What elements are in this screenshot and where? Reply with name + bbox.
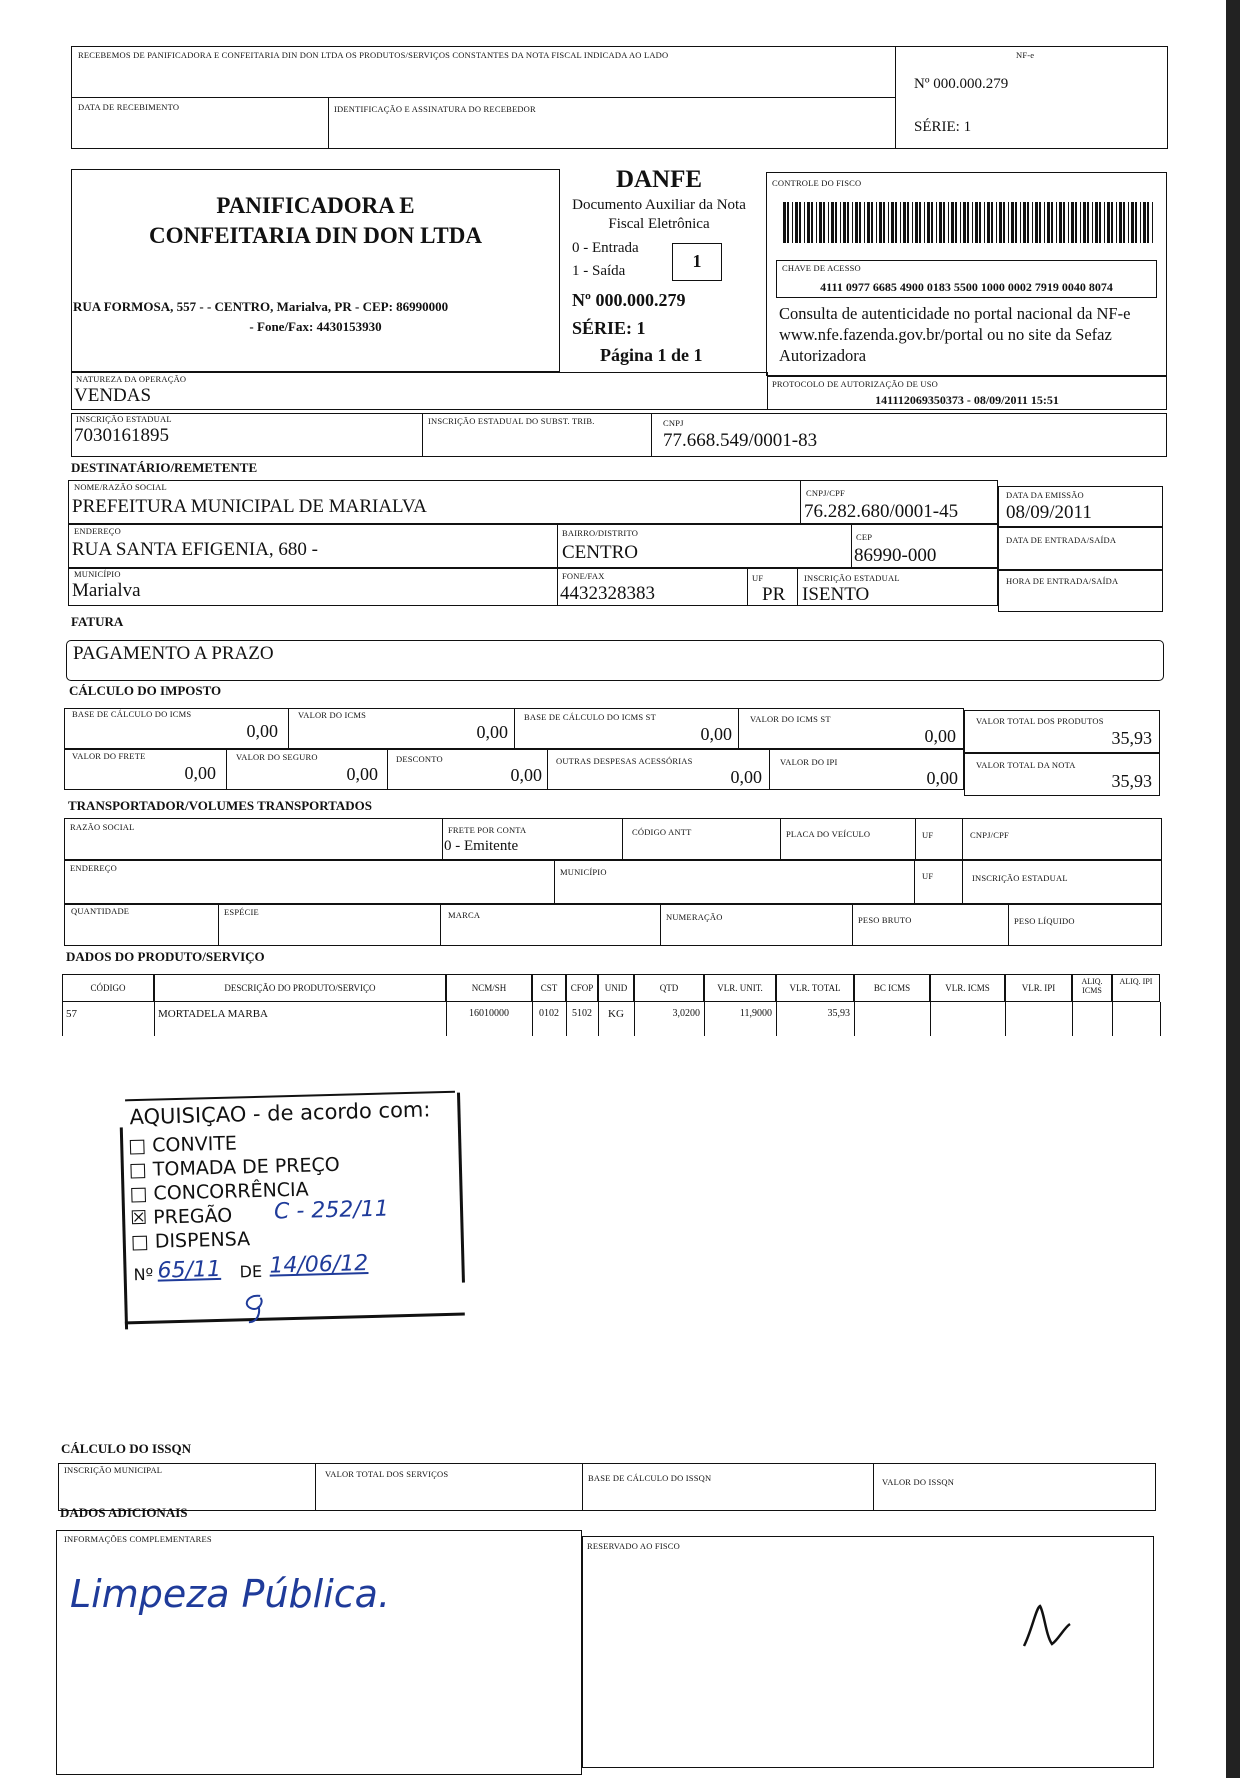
barcode-bar xyxy=(879,202,882,243)
danfe-subtitle2: Fiscal Eletrônica xyxy=(608,216,710,232)
additional-info-box xyxy=(56,1530,582,1775)
initial-mark xyxy=(1018,1600,1078,1650)
products-section: DADOS DO PRODUTO/SERVIÇO xyxy=(66,949,265,964)
barcode-bar xyxy=(847,202,849,243)
products-header-label: CFOP xyxy=(570,983,594,993)
issqn-value-label: VALOR DO ISSQN xyxy=(882,1477,955,1487)
recipient-address: RUA SANTA EFIGENIA, 680 - xyxy=(72,539,319,560)
total-note-label: VALOR TOTAL DA NOTA xyxy=(976,760,1076,770)
uf-value: PR xyxy=(762,584,786,605)
access-key: 4111 0977 6685 4900 0183 5500 1000 0002 7919 0040 8074 xyxy=(820,280,1113,294)
table-cell: 57 xyxy=(66,1008,77,1020)
barcode-bar xyxy=(915,202,918,243)
barcode-bar xyxy=(1023,202,1026,243)
tax-section: CÁLCULO DO IMPOSTO xyxy=(69,683,222,698)
transport-cnpj-label: CNPJ/CPF xyxy=(970,830,1009,840)
barcode-bar xyxy=(855,202,858,243)
danfe-page: Página 1 de 1 xyxy=(600,345,703,365)
barcode-bar xyxy=(811,202,813,243)
discount-label: DESCONTO xyxy=(396,754,443,764)
products-header-label: VLR. TOTAL xyxy=(789,983,841,993)
barcode-bar xyxy=(792,202,793,243)
barcode-bar xyxy=(807,202,810,243)
barcode-bar xyxy=(843,202,846,243)
recipient-address-label: ENDEREÇO xyxy=(74,526,121,536)
barcode-bar xyxy=(912,202,913,243)
access-key-label: CHAVE DE ACESSO xyxy=(782,263,861,273)
stamp-convite: □ CONVITE xyxy=(127,1132,238,1158)
barcode-bar xyxy=(927,202,930,243)
products-header-label: BC ICMS xyxy=(873,983,911,993)
base-icms-label: BASE DE CÁLCULO DO ICMS xyxy=(72,709,192,719)
barcode-bar xyxy=(936,202,937,243)
barcode-bar xyxy=(903,202,906,243)
district-value: CENTRO xyxy=(562,542,638,563)
emission-label: DATA DA EMISSÃO xyxy=(1006,490,1084,500)
recipient-ie: ISENTO xyxy=(802,584,870,605)
barcode-bar xyxy=(799,202,801,243)
barcode-bar xyxy=(960,202,961,243)
ipi-label: VALOR DO IPI xyxy=(780,757,838,767)
products-header-label: QTD xyxy=(659,983,679,993)
products-header-label: VLR. ICMS xyxy=(945,983,990,993)
issqn-services-label: VALOR TOTAL DOS SERVIÇOS xyxy=(325,1469,449,1479)
district-label: BAIRRO/DISTRITO xyxy=(562,528,639,538)
table-cell: 11,9000 xyxy=(739,1008,772,1019)
products-header-label: CST xyxy=(540,983,558,993)
products-header-label: DESCRIÇÃO DO PRODUTO/SERVIÇO xyxy=(224,983,376,993)
barcode-bar xyxy=(1111,202,1113,243)
total-products-label: VALOR TOTAL DOS PRODUTOS xyxy=(976,716,1104,726)
barcode-bar xyxy=(907,202,909,243)
transport-freight-label: FRETE POR CONTA xyxy=(448,825,527,835)
barcode-bar xyxy=(1080,202,1081,243)
issqn-section: CÁLCULO DO ISSQN xyxy=(61,1441,192,1456)
danfe-type-value: 1 xyxy=(692,251,702,271)
barcode-bar xyxy=(900,202,901,243)
barcode-bar xyxy=(1056,202,1057,243)
barcode-bar xyxy=(1039,202,1041,243)
transport-uf-label: UF xyxy=(922,830,934,840)
barcode-bar xyxy=(1068,202,1069,243)
stamp-pregao-ref: C - 252/11 xyxy=(273,1196,390,1225)
barcode-bar xyxy=(1003,202,1005,243)
gross-label: PESO BRUTO xyxy=(858,915,912,925)
transport-section: TRANSPORTADOR/VOLUMES TRANSPORTADOS xyxy=(68,798,373,813)
canhoto-date-label: DATA DE RECEBIMENTO xyxy=(78,102,180,112)
danfe-saida: 1 - Saída xyxy=(572,263,626,279)
barcode-bar xyxy=(1059,202,1062,243)
barcode-bar xyxy=(951,202,954,243)
recipient-cnpj-label: CNPJ/CPF xyxy=(806,488,845,498)
barcode-bar xyxy=(1092,202,1093,243)
barcode-bar xyxy=(1083,202,1086,243)
barcode-bar xyxy=(1116,202,1117,243)
total-note: 35,93 xyxy=(1111,771,1152,791)
barcode-bar xyxy=(972,202,973,243)
recipient-name: PREFEITURA MUNICIPAL DE MARIALVA xyxy=(72,496,427,517)
barcode-bar xyxy=(1035,202,1038,243)
barcode-bar xyxy=(852,202,853,243)
ie-label: INSCRIÇÃO ESTADUAL xyxy=(76,414,172,424)
products-header-label: ALIQ. IPI xyxy=(1119,977,1153,986)
barcode-bar xyxy=(1032,202,1033,243)
barcode-bar xyxy=(883,202,885,243)
base-icms: 0,00 xyxy=(246,721,278,741)
icms-label: VALOR DO ICMS xyxy=(298,710,367,720)
barcode-bar xyxy=(1143,202,1146,243)
canhoto-number: Nº 000.000.279 xyxy=(914,76,1009,92)
barcode-bar xyxy=(996,202,997,243)
table-cell: 35,93 xyxy=(827,1008,850,1019)
transport-city-label: MUNICÍPIO xyxy=(560,867,607,877)
emitter-name-line1: PANIFICADORA E xyxy=(216,193,415,218)
barcode-bar xyxy=(1047,202,1050,243)
table-cell: 5102 xyxy=(572,1008,592,1019)
transport-uf2-label: UF xyxy=(922,871,934,881)
barcode-bar xyxy=(975,202,978,243)
city-value: Marialva xyxy=(72,580,141,601)
protocol-label: PROTOCOLO DE AUTORIZAÇÃO DE USO xyxy=(772,379,938,389)
barcode-bar xyxy=(943,202,945,243)
emission-value: 08/09/2011 xyxy=(1006,502,1092,523)
insurance-label: VALOR DO SEGURO xyxy=(236,752,318,762)
stamp-title: AQUISIÇAO - de acordo com: xyxy=(129,1097,431,1130)
uf-label: UF xyxy=(752,573,764,583)
transport-freight: 0 - Emitente xyxy=(444,838,519,854)
base-icms-st: 0,00 xyxy=(700,724,732,744)
barcode-bar xyxy=(1015,202,1017,243)
ie-st-label: INSCRIÇÃO ESTADUAL DO SUBST. TRIB. xyxy=(428,416,595,426)
stamp-no-value: 65/11 xyxy=(157,1256,222,1284)
ipi-value: 0,00 xyxy=(926,768,958,788)
stamp-tomada-label: TOMADA DE PREÇO xyxy=(152,1153,340,1181)
barcode-bar xyxy=(924,202,925,243)
barcode-bar xyxy=(871,202,873,243)
stamp-pregao-checkbox: ☒ xyxy=(129,1206,148,1230)
table-cell: 3,0200 xyxy=(672,1008,700,1019)
barcode-bar xyxy=(963,202,966,243)
stamp-date-value: 14/06/12 xyxy=(269,1251,369,1279)
table-cell: 0102 xyxy=(539,1008,559,1019)
antt-label: CÓDIGO ANTT xyxy=(632,827,692,837)
barcode-bar xyxy=(1123,202,1125,243)
barcode-bar xyxy=(891,202,894,243)
barcode-bar xyxy=(804,202,805,243)
discount-value: 0,00 xyxy=(510,765,542,785)
barcode-bar xyxy=(819,202,822,243)
emitter-address: RUA FORMOSA, 557 - - CENTRO, Marialva, PR - CEP: 86990000 xyxy=(73,299,449,314)
barcode-bar xyxy=(1131,202,1134,243)
additional-section: DADOS ADICIONAIS xyxy=(60,1505,188,1520)
transport-ie-label: INSCRIÇÃO ESTADUAL xyxy=(972,873,1068,883)
table-cell: MORTADELA MARBA xyxy=(158,1008,268,1020)
net-label: PESO LÍQUIDO xyxy=(1014,916,1075,926)
consulta-text: Consulta de autenticidade no portal nacional da NF-e www.nfe.fazenda.gov.br/portal ou no site da Sefaz Autorizadora xyxy=(779,304,1131,365)
barcode-bar xyxy=(1152,202,1153,243)
barcode-bar xyxy=(1051,202,1053,243)
icms-st-label: VALOR DO ICMS ST xyxy=(750,714,831,724)
products-header-label: UNID xyxy=(604,983,628,993)
stamp-tomada: □ TOMADA DE PREÇO xyxy=(128,1153,340,1182)
barcode-bar xyxy=(1147,202,1149,243)
other-label: OUTRAS DESPESAS ACESSÓRIAS xyxy=(556,756,693,766)
products-header-label: VLR. IPI xyxy=(1021,983,1056,993)
stamp-pregao xyxy=(130,1205,233,1230)
stamp-no-label: Nº xyxy=(133,1264,154,1285)
barcode-bar xyxy=(1087,202,1089,243)
table-cell: KG xyxy=(608,1008,624,1020)
table-cell: 16010000 xyxy=(469,1008,509,1019)
base-icms-st-label: BASE DE CÁLCULO DO ICMS ST xyxy=(524,712,657,722)
products-header-label: VLR. UNIT. xyxy=(717,983,763,993)
barcode-bar xyxy=(1008,202,1009,243)
canhoto-signature-label: IDENTIFICAÇÃO E ASSINATURA DO RECEBEDOR xyxy=(334,104,536,114)
barcode xyxy=(783,202,1153,243)
ie-box xyxy=(71,413,1167,457)
entry-date-box xyxy=(998,527,1163,570)
recipient-section: DESTINATÁRIO/REMETENTE xyxy=(71,460,258,475)
barcode-bar xyxy=(1011,202,1014,243)
icms-st: 0,00 xyxy=(924,726,956,746)
stamp-dispensa: □ DISPENSA xyxy=(130,1228,251,1254)
fisco-control-label: CONTROLE DO FISCO xyxy=(772,178,862,188)
issqn-im-label: INSCRIÇÃO MUNICIPAL xyxy=(64,1465,163,1475)
stamp-pregao-label: PREGÃO xyxy=(152,1204,233,1229)
barcode-bar xyxy=(1119,202,1122,243)
barcode-bar xyxy=(1063,202,1065,243)
barcode-bar xyxy=(840,202,841,243)
freight-value: 0,00 xyxy=(184,763,216,783)
stamp-concorrencia: □ CONCORRÊNCIA xyxy=(129,1178,309,1206)
barcode-bar xyxy=(1020,202,1021,243)
barcode-bar xyxy=(967,202,969,243)
barcode-bar xyxy=(1140,202,1141,243)
aquisicao-stamp xyxy=(115,1090,471,1329)
recipient-ie-label: INSCRIÇÃO ESTADUAL xyxy=(804,573,900,583)
barcode-bar xyxy=(919,202,921,243)
products-header-label: ALIQ. ICMS xyxy=(1081,977,1103,995)
invoice-value: PAGAMENTO A PRAZO xyxy=(73,643,274,664)
barcode-bar xyxy=(1071,202,1074,243)
barcode-bar xyxy=(795,202,798,243)
barcode-bar xyxy=(1044,202,1045,243)
danfe-number: Nº 000.000.279 xyxy=(572,290,686,310)
barcode-bar xyxy=(835,202,837,243)
barcode-bar xyxy=(876,202,877,243)
barcode-bar xyxy=(1075,202,1077,243)
city-label: MUNICÍPIO xyxy=(74,569,121,579)
insurance-value: 0,00 xyxy=(346,764,378,784)
cep-value: 86990-000 xyxy=(854,545,937,566)
barcode-bar xyxy=(895,202,897,243)
protocol-value: 141112069350373 - 08/09/2011 15:51 xyxy=(875,393,1059,407)
canhoto-series: SÉRIE: 1 xyxy=(914,119,972,135)
total-products: 35,93 xyxy=(1111,728,1152,748)
invoice-section: FATURA xyxy=(71,614,124,629)
cep-label: CEP xyxy=(856,532,873,542)
barcode-bar xyxy=(979,202,981,243)
products-header-label: CÓDIGO xyxy=(90,983,126,993)
danfe-series: SÉRIE: 1 xyxy=(572,318,646,338)
barcode-bar xyxy=(787,202,789,243)
emitter-phone: - Fone/Fax: 4430153930 xyxy=(249,319,382,334)
barcode-bar xyxy=(867,202,870,243)
plate-label: PLACA DO VEÍCULO xyxy=(786,829,871,839)
barcode-bar xyxy=(1095,202,1098,243)
transport-address-label: ENDEREÇO xyxy=(70,863,117,873)
barcode-bar xyxy=(1135,202,1137,243)
entry-date-label: DATA DE ENTRADA/SAÍDA xyxy=(1006,535,1117,545)
phone-value: 4432328383 xyxy=(560,583,655,604)
nature-label: NATUREZA DA OPERAÇÃO xyxy=(76,374,187,384)
stamp-dispensa-label: DISPENSA xyxy=(154,1228,251,1253)
barcode-bar xyxy=(948,202,949,243)
danfe-entrada: 0 - Entrada xyxy=(572,240,639,256)
ie-value: 7030161895 xyxy=(74,425,169,446)
barcode-bar xyxy=(955,202,957,243)
cnpj-value: 77.668.549/0001-83 xyxy=(663,430,818,451)
stamp-convite-label: CONVITE xyxy=(151,1132,238,1157)
barcode-bar xyxy=(1104,202,1105,243)
nature-value: VENDAS xyxy=(74,385,152,406)
additional-info-label: INFORMAÇÕES COMPLEMENTARES xyxy=(64,1534,212,1544)
barcode-bar xyxy=(864,202,865,243)
other-value: 0,00 xyxy=(730,767,762,787)
entry-time-label: HORA DE ENTRADA/SAÍDA xyxy=(1006,576,1119,586)
barcode-bar xyxy=(783,202,786,243)
recipient-cnpj: 76.282.680/0001-45 xyxy=(804,501,959,522)
page-edge xyxy=(1226,0,1240,1778)
brand-label: MARCA xyxy=(448,910,481,920)
products-header-label: NCM/SH xyxy=(471,983,507,993)
barcode-bar xyxy=(888,202,889,243)
barcode-bar xyxy=(831,202,834,243)
barcode-bar xyxy=(828,202,829,243)
reserved-label: RESERVADO AO FISCO xyxy=(587,1541,680,1551)
barcode-bar xyxy=(1027,202,1029,243)
additional-info-handwritten: Limpeza Pública. xyxy=(70,1572,391,1616)
reserved-box xyxy=(582,1536,1154,1768)
barcode-bar xyxy=(991,202,993,243)
cnpj-label: CNPJ xyxy=(663,418,684,428)
barcode-bar xyxy=(1107,202,1110,243)
barcode-bar xyxy=(823,202,825,243)
barcode-bar xyxy=(939,202,942,243)
canhoto-receipt-text: RECEBEMOS DE PANIFICADORA E CONFEITARIA DIN DON LTDA OS PRODUTOS/SERVIÇOS CONSTANTES DA NOTA FISCAL INDICADA AO LADO xyxy=(78,50,669,60)
barcode-bar xyxy=(999,202,1002,243)
barcode-bar xyxy=(859,202,861,243)
species-label: ESPÉCIE xyxy=(224,907,259,917)
stamp-concorrencia-label: CONCORRÊNCIA xyxy=(153,1178,309,1205)
stamp-de-label: DE xyxy=(239,1261,263,1282)
numbering-label: NUMERAÇÃO xyxy=(666,912,723,922)
qty-label: QUANTIDADE xyxy=(71,906,130,916)
phone-label: FONE/FAX xyxy=(562,571,605,581)
recipient-name-label: NOME/RAZÃO SOCIAL xyxy=(74,482,167,492)
emitter-name-line2: CONFEITARIA DIN DON LTDA xyxy=(149,223,482,248)
freight-label: VALOR DO FRETE xyxy=(72,751,146,761)
issqn-base-label: BASE DE CÁLCULO DO ISSQN xyxy=(588,1473,712,1483)
barcode-bar xyxy=(816,202,817,243)
danfe-title: DANFE xyxy=(615,166,703,193)
canhoto-nfe-label: NF-e xyxy=(1016,50,1035,60)
barcode-bar xyxy=(987,202,990,243)
danfe-subtitle1: Documento Auxiliar da Nota xyxy=(572,197,746,213)
barcode-bar xyxy=(1128,202,1129,243)
barcode-bar xyxy=(1099,202,1101,243)
barcode-bar xyxy=(931,202,933,243)
issqn-box xyxy=(58,1463,1156,1511)
barcode-bar xyxy=(984,202,985,243)
stamp-signature xyxy=(230,1291,281,1326)
icms: 0,00 xyxy=(476,722,508,742)
transport-name-label: RAZÃO SOCIAL xyxy=(70,822,135,832)
